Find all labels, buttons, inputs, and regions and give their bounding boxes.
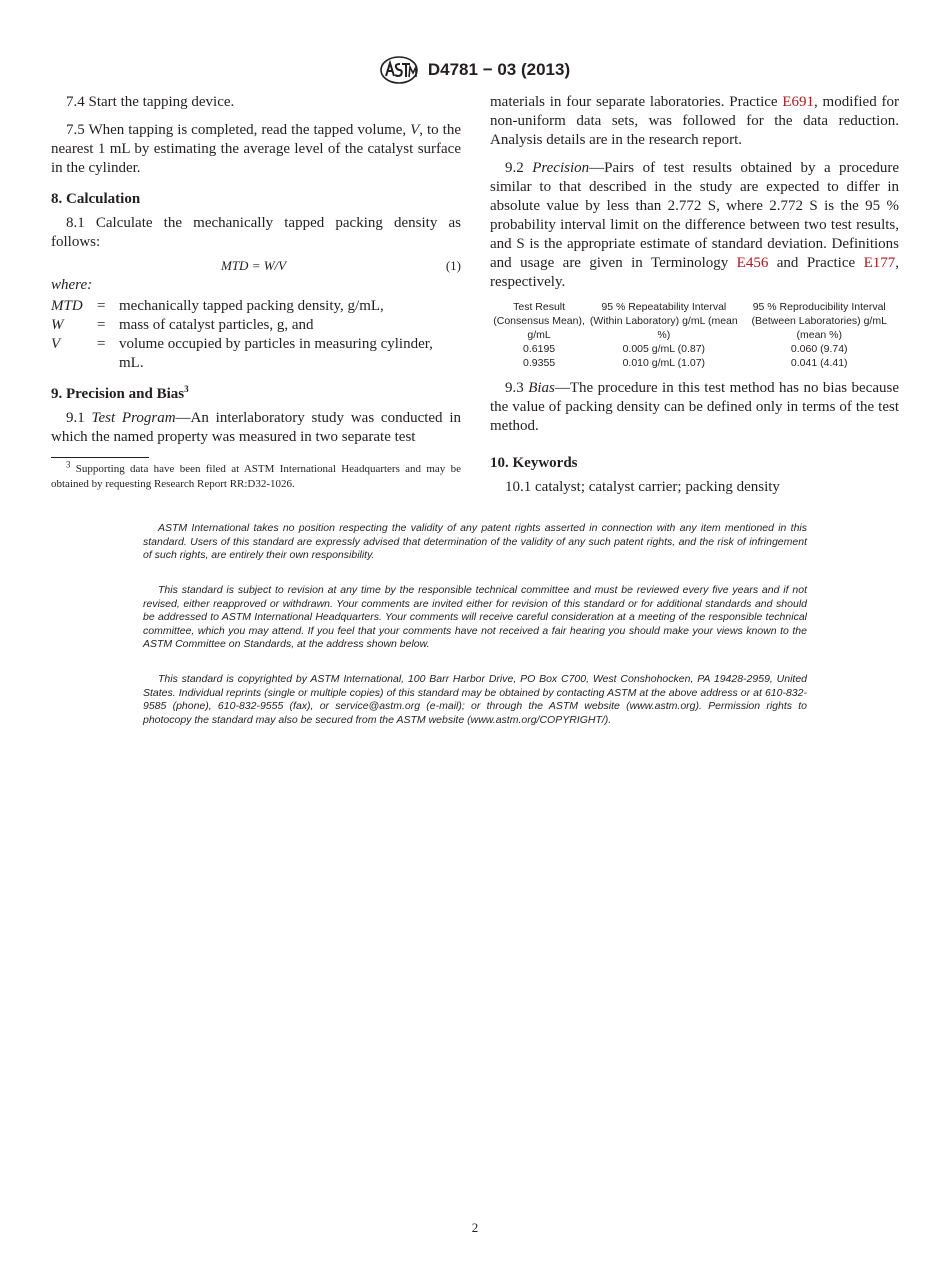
revision-notice: This standard is subject to revision at any time by the responsible technical committee and must be reviewed every five years and if not revised, either reapproved or withdrawn. Your comments are invited either for revision of this standard or for additional standards and should be addressed to ASTM International Headquarters. Your comments will receive careful consideration at a meeting of the responsible technical committee, which you may attend. If you feel that your comments have not received a fair hearing you should make your views known to the ASTM Committee on Standards, at the address shown below. [143, 584, 807, 650]
table-header: Test Result (Consensus Mean), g/mL [493, 301, 585, 341]
footnote-3: $^3$ Supporting data have been filed at ASTM International Headquarters and may be obtained by requesting Research Report RR:D32-1026. [51, 459, 461, 490]
precision-table [490, 300, 899, 370]
table-cell: 0.041 (4.41) [790, 357, 848, 369]
document-designation: D4781 − 03 (2013) [427, 60, 571, 79]
equation-1 [51, 256, 461, 276]
where-label: where: [51, 277, 93, 293]
definitions-list [51, 297, 461, 373]
link-e456[interactable]: E456 [736, 255, 769, 271]
table-header-row [490, 300, 899, 342]
table-header: 95 % Reproducibility Interval (Between Laboratories) g/mL (mean %) [751, 301, 887, 341]
table-cell: 0.005 g/mL (0.87) [622, 343, 706, 355]
copyright-notice: This standard is copyrighted by ASTM International, 100 Barr Harbor Drive, PO Box C700, West Conshohocken, PA 19428-2959, United States. Individual reprints (single or multiple copies) of this standard may be obtained by contacting ASTM at the above address or at 610-832-9585 (phone), 610-832-9555 (fax), or service@astm.org (e-mail); or through the ASTM website (www.astm.org). Permission rights to photocopy the standard may also be secured from the ASTM website (www.astm.org/COPYRIGHT/). [143, 673, 807, 726]
para-7-4: 7.4 Start the tapping device. [66, 94, 235, 110]
section-heading-calculation: 8. Calculation [51, 191, 141, 207]
table-row [490, 356, 899, 370]
patent-notice: ASTM International takes no position respecting the validity of any patent rights asserted in connection with any item mentioned in this standard. Users of this standard are expressly advised that determination of the validity of any such patent rights, and the risk of infringement of such rights, are entirely their own responsibility. [143, 522, 807, 561]
table-cell: 0.010 g/mL (1.07) [622, 357, 706, 369]
para-8-1: 8.1 Calculate the mechanically tapped packing density as follows: [51, 215, 461, 250]
right-column [490, 93, 899, 497]
table-row [490, 342, 899, 356]
para-9-2: 9.2 Precision—Pairs of test results obtained by a procedure similar to that described in the study are expected to differ in absolute value by less than 2.772 S, where 2.772 S is the 95 % probability interval limit on the difference between two test results, and S is the appropriate estimate of standard deviation. Definitions and usage are given in Terminology E456 and Practice E177, respectively. [490, 160, 900, 290]
link-e177[interactable]: E177 [863, 255, 896, 271]
page-number: 2 [471, 1220, 479, 1235]
definition-row: MTD = mechanically tapped packing density, g/mL, [51, 298, 384, 314]
para-7-5: 7.5 When tapping is completed, read the tapped volume, V, to the nearest 1 mL by estimating the average level of the catalyst surface in the cylinder. [51, 122, 461, 176]
definition-row: W = mass of catalyst particles, g, and [51, 317, 314, 333]
table-cell: 0.060 (9.74) [790, 343, 848, 355]
footnote-ref[interactable]: 3 [184, 384, 189, 394]
para-10-1: 10.1 catalyst; catalyst carrier; packing density [505, 479, 780, 495]
section-heading-precision-bias: 9. Precision and Bias$^3$ [51, 384, 189, 402]
para-9-1-continued: materials in four separate laboratories. Practice E691, modified for non-uniform data sets, was followed for the data reduction. Analysis details are in the research report. [490, 94, 899, 148]
page-header [0, 56, 950, 84]
section-heading-keywords: 10. Keywords [490, 455, 578, 471]
equation-number: (1) [445, 258, 461, 273]
astm-logo-icon [380, 56, 418, 84]
footnote-divider [51, 457, 149, 458]
para-9-3: 9.3 Bias—The procedure in this test method has no bias because the value of packing density can be defined only in terms of the test method. [490, 380, 899, 434]
para-9-1: 9.1 Test Program—An interlaboratory study was conducted in which the named property was measured in two separate test [51, 410, 461, 445]
table-cell: 0.9355 [523, 357, 556, 369]
link-e691[interactable]: E691 [782, 94, 815, 110]
definition-row: V = volume occupied by particles in measuring cylinder, mL. [51, 336, 433, 371]
table-header: 95 % Repeatability Interval (Within Laboratory) g/mL (mean %) [589, 301, 738, 341]
table-cell: 0.6195 [523, 343, 556, 355]
left-column [51, 93, 461, 492]
equation-formula: MTD = W/V [221, 258, 287, 273]
